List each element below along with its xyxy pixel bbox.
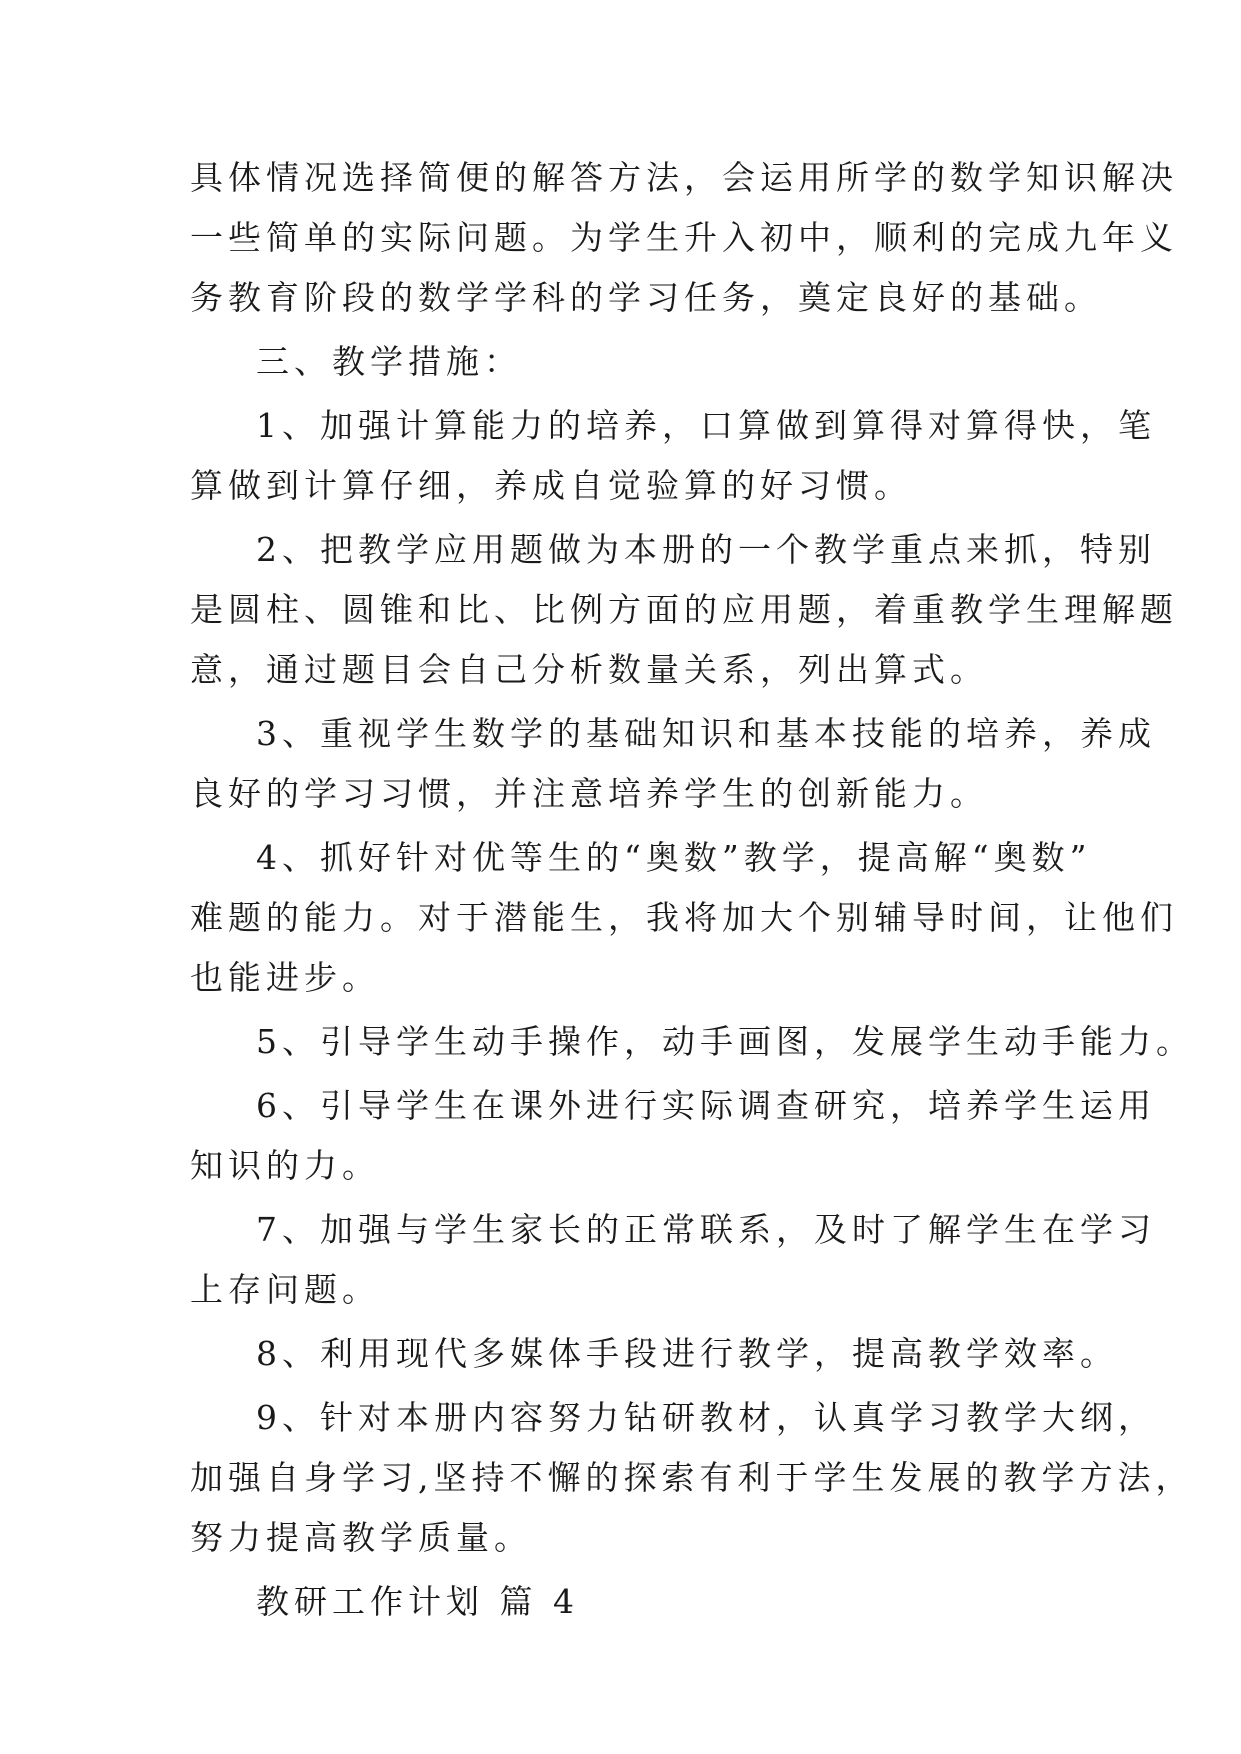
paragraph-line: 4、抓好针对优等生的“奥数”教学，提高解“奥数” — [256, 838, 1092, 877]
paragraph-line: 是圆柱、圆锥和比、比例方面的应用题，着重教学生理解题 — [190, 590, 1178, 629]
paragraph-line: 加强自身学习,坚持不懈的探索有利于学生发展的教学方法， — [190, 1458, 1194, 1497]
paragraph-line: 意，通过题目会自己分析数量关系，列出算式。 — [190, 650, 988, 689]
paragraph-line: 5、引导学生动手操作，动手画图，发展学生动手能力。 — [256, 1022, 1194, 1061]
section-heading: 三、教学措施： — [256, 342, 522, 381]
paragraph-line: 3、重视学生数学的基础知识和基本技能的培养，养成 — [256, 714, 1156, 753]
paragraph-line: 6、引导学生在课外进行实际调查研究，培养学生运用 — [256, 1086, 1156, 1125]
paragraph-line: 难题的能力。对于潜能生，我将加大个别辅导时间，让他们 — [190, 898, 1178, 937]
section-heading: 教研工作计划 篇 4 — [256, 1582, 579, 1621]
paragraph-line: 7、加强与学生家长的正常联系，及时了解学生在学习 — [256, 1210, 1156, 1249]
paragraph-line: 算做到计算仔细，养成自觉验算的好习惯。 — [190, 466, 912, 505]
paragraph-line: 9、针对本册内容努力钻研教材，认真学习教学大纲， — [256, 1398, 1156, 1437]
paragraph-line: 2、把教学应用题做为本册的一个教学重点来抓，特别 — [256, 530, 1156, 569]
paragraph-line: 务教育阶段的数学学科的学习任务，奠定良好的基础。 — [190, 278, 1102, 317]
paragraph-line: 8、利用现代多媒体手段进行教学，提高教学效率。 — [256, 1334, 1118, 1373]
paragraph-line: 知识的力。 — [190, 1146, 380, 1185]
paragraph-line: 也能进步。 — [190, 958, 380, 997]
paragraph-line: 具体情况选择简便的解答方法，会运用所学的数学知识解决 — [190, 158, 1178, 197]
paragraph-line: 努力提高教学质量。 — [190, 1518, 532, 1557]
paragraph-line: 良好的学习习惯，并注意培养学生的创新能力。 — [190, 774, 988, 813]
paragraph-line: 上存问题。 — [190, 1270, 380, 1309]
paragraph-line: 1、加强计算能力的培养，口算做到算得对算得快，笔 — [256, 406, 1156, 445]
paragraph-line: 一些简单的实际问题。为学生升入初中，顺利的完成九年义 — [190, 218, 1178, 257]
